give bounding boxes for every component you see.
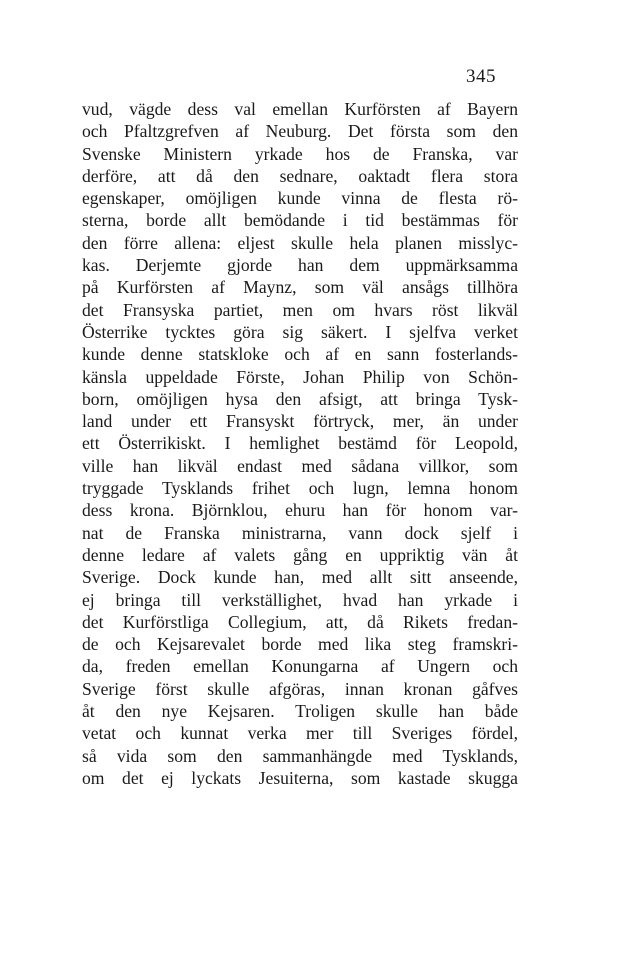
text-line: så vida som den sammanhängde med Tysklands, bbox=[82, 745, 518, 766]
text-line: land under ett Fransyskt förtryck, mer, än under bbox=[82, 411, 518, 432]
text-line: känsla uppeldade Förste, Johan Philip von Schön- bbox=[82, 366, 518, 387]
text-line: om det ej lyckats Jesuiterna, som kastade skugga bbox=[82, 767, 518, 788]
text-line: ett Österrikiskt. I hemlighet bestämd för Leopold, bbox=[82, 433, 518, 454]
text-line: kunde denne statskloke och af en sann fosterlands- bbox=[82, 344, 518, 365]
text-line: vud, vägde dess val emellan Kurförsten af Bayern bbox=[82, 99, 518, 119]
text-line: det Kurförstliga Collegium, att, då Rikets fredan- bbox=[82, 611, 518, 632]
text-line: Österrike tycktes göra sig säkert. I sjelfva verket bbox=[82, 321, 518, 342]
text-line: den förre allena: eljest skulle hela planen misslyc- bbox=[82, 232, 518, 253]
text-line: Sverige. Dock kunde han, med allt sitt anseende, bbox=[82, 567, 518, 588]
text-line: vetat och kunnat verka mer till Sveriges fördel, bbox=[82, 723, 518, 744]
text-line: tryggade Tysklands frihet och lugn, lemna honom bbox=[82, 478, 518, 499]
text-line: åt den nye Kejsaren. Troligen skulle han både bbox=[82, 701, 518, 722]
page-number: 345 bbox=[466, 66, 496, 87]
text-line: born, omöjligen hysa den afsigt, att bringa Tysk- bbox=[82, 388, 518, 409]
text-line: derföre, att då den sednare, oaktadt flera stora bbox=[82, 165, 518, 186]
body-text bbox=[82, 98, 518, 789]
text-line: Svenske Ministern yrkade hos de Franska, var bbox=[82, 143, 518, 164]
text-line: dess krona. Björnklou, ehuru han för honom var- bbox=[82, 500, 518, 521]
text-line: Sverige först skulle afgöras, innan kronan gåfves bbox=[82, 678, 518, 699]
text-line: de och Kejsarevalet borde med lika steg framskri- bbox=[82, 634, 518, 655]
text-line: da, freden emellan Konungarna af Ungern och bbox=[82, 656, 518, 677]
text-line: ville han likväl endast med sådana villkor, som bbox=[82, 455, 518, 476]
text-line: på Kurförsten af Maynz, som väl ansågs tillhöra bbox=[82, 277, 518, 298]
text-line: egenskaper, omöjligen kunde vinna de flesta rö- bbox=[82, 188, 518, 209]
text-line: denne ledare af valets gång en uppriktig vän åt bbox=[82, 544, 518, 565]
text-line: det Fransyska partiet, men om hvars röst likväl bbox=[82, 299, 518, 320]
text-line: kas. Derjemte gjorde han dem uppmärksamma bbox=[82, 255, 518, 276]
text-line: och Pfaltzgrefven af Neuburg. Det första som den bbox=[82, 121, 518, 142]
text-line: sterna, borde allt bemödande i tid bestämmas för bbox=[82, 210, 518, 231]
text-line: ej bringa till verkställighet, hvad han yrkade i bbox=[82, 589, 518, 610]
text-line: nat de Franska ministrarna, vann dock sjelf i bbox=[82, 522, 518, 543]
